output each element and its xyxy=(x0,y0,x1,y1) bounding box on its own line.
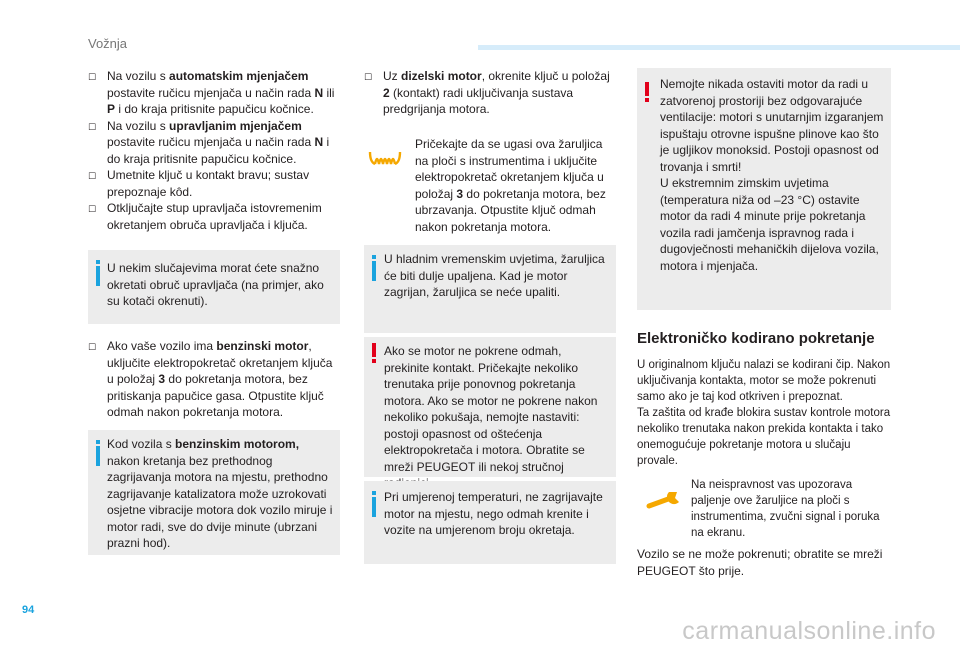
col2-diesel xyxy=(364,68,614,118)
info-text-cold: U hladnim vremenskim uvjetima, žaruljica će biti dulje upaljena. Kad je motor zagrijan, žaruljica se neće upaliti. xyxy=(384,252,605,299)
bullet-manual: ☐ Na vozilu s upravljanim mjenjačem postavite ručicu mjenjača u način rada N i do kraja pritisnite papučicu kočnice. xyxy=(88,118,330,166)
header-bar xyxy=(478,45,960,50)
warning-icon xyxy=(645,82,649,96)
col1-petrol xyxy=(88,338,338,421)
info-box-temperature xyxy=(364,481,616,564)
bullet-mark-icon: ☐ xyxy=(88,72,97,82)
info-text-petrol: Kod vozila s benzinskim motorom, nakon kretanja bez prethodnog zagrijavanja motora na mjestu, prethodno zagrijavanje katalizatora može uzrokovati osjetne vibracije motora dok vozilo miruje i motor radi, sve do dvije minute (ubrzani prazni hod). xyxy=(107,437,333,550)
info-icon xyxy=(96,446,100,466)
bullet-mark-icon: ☐ xyxy=(88,171,97,181)
bullet-petrol: ☐ Ako vaše vozilo ima benzinski motor, uključite elektropokretač okretanjem ključa u položaj 3 do pokretanja motora, bez pritiskanja papučice gasa. Otpustite ključ odmah nakon pokretanja motora. xyxy=(88,339,333,419)
paragraph-coded-chip: U originalnom ključu nalazi se kodirani čip. Nakon uključivanja kontakta, motor se može pokrenuti samo ako je taj kod otkriven i prepoznat. Ta zaštita od krađe blokira sustav kontrole motora nekoliko trenutaka nakon prekida kontakta i tako onemogućuje pokretanje motora u slučaju provale. xyxy=(637,359,891,467)
info-text-steering: U nekim slučajevima morat ćete snažno okretati obruč upravljača (na primjer, ako su kotači okrenuti). xyxy=(107,261,324,308)
info-box-cold xyxy=(364,245,616,333)
wrench-warning-text: Na neispravnost vas upozorava paljenje ove žaruljice na ploči s instrumentima, zvučni signal i poruka na ekranu. xyxy=(691,479,880,539)
info-text-temperature: Pri umjerenoj temperaturi, ne zagrijavajte motor na mjestu, nego odmah krenite i vozite na umjerenom broju okretaja. xyxy=(384,490,603,537)
warning-text-starter: Ako se motor ne pokrene odmah, prekinite kontakt. Pričekajte nekoliko trenutaka prije ponovnog pokretanja motora. Ako se motor ne pokrene nakon nekoliko pokušaja, nemojte nastaviti: postoji opasnost od oštećenja elektropokretača i motora. Obratite se mreži PEUGEOT ili nekoj stručnoj xyxy=(384,344,598,474)
glow-plug-icon xyxy=(367,148,403,172)
chapter-title: Vožnja xyxy=(88,36,128,51)
wrench-icon xyxy=(645,488,685,514)
watermark: carmanualsonline.info xyxy=(682,617,936,645)
warning-box-ventilation xyxy=(637,68,891,310)
col1-bullets xyxy=(88,68,338,233)
page-number: 94 xyxy=(22,604,35,616)
bullet-mark-icon: ☐ xyxy=(88,204,97,214)
paragraph-cannot-start: Vozilo se ne može pokrenuti; obratite se mreži PEUGEOT što prije. xyxy=(637,547,883,578)
info-box-petrol xyxy=(88,430,340,555)
bullet-mark-icon: ☐ xyxy=(364,72,373,82)
section-title: Elektroničko kodirano pokretanje xyxy=(637,330,875,347)
bullet-automatic: ☐ Na vozilu s automatskim mjenjačem postavite ručicu mjenjača u način rada N ili P i do kraja pritisnite papučicu kočnice. xyxy=(88,69,335,116)
info-icon xyxy=(372,497,376,517)
bullet-insert-key: ☐ Umetnite ključ u kontakt bravu; sustav prepoznaje kôd. xyxy=(88,168,310,199)
bullet-mark-icon: ☐ xyxy=(88,121,97,132)
bullet-unlock-steering: ☐ Otključajte stup upravljača istovremenim okretanjem obruča upravljača i ključa. xyxy=(88,201,322,232)
bullet-mark-icon: ☐ xyxy=(88,342,97,352)
warning-text-winter: U ekstremnim zimskim uvjetima (temperatura niža od –23 °C) ostavite motor da radi 4 minute prije pokretanja vozila radi jamčenja ispravnog rada i dugovječnosti mehaničkih dijelova vozila, motora i mjenjača. xyxy=(660,176,879,273)
warning-text-ventilation: Nemojte nikada ostaviti motor da radi u zatvorenoj prostoriji bez odgovarajuće ventilacije: motori s unutarnjim izgaranjem ispuštaju otrovne ispušne plinove kao što je ugljikov monoksid. Postoji opasnost od trovanja i smrti! xyxy=(660,77,884,174)
bullet-diesel: ☐ Uz dizelski motor, okrenite ključ u položaj 2 (kontakt) radi uključivanja sustava predgrijanja motora. xyxy=(364,69,610,116)
glow-plug-text: Pričekajte da se ugasi ova žaruljica na ploči s instrumentima i uključite elektropokretač okretanjem ključa u položaj 3 do pokretanja motora, bez ubrzavanja. Otpustite ključ odmah nakon pokretanja motora. xyxy=(415,137,606,234)
warning-icon xyxy=(372,343,376,357)
info-box-steering xyxy=(88,250,340,324)
info-icon xyxy=(372,261,376,281)
warning-box-starter xyxy=(364,337,616,477)
info-icon xyxy=(96,266,100,286)
